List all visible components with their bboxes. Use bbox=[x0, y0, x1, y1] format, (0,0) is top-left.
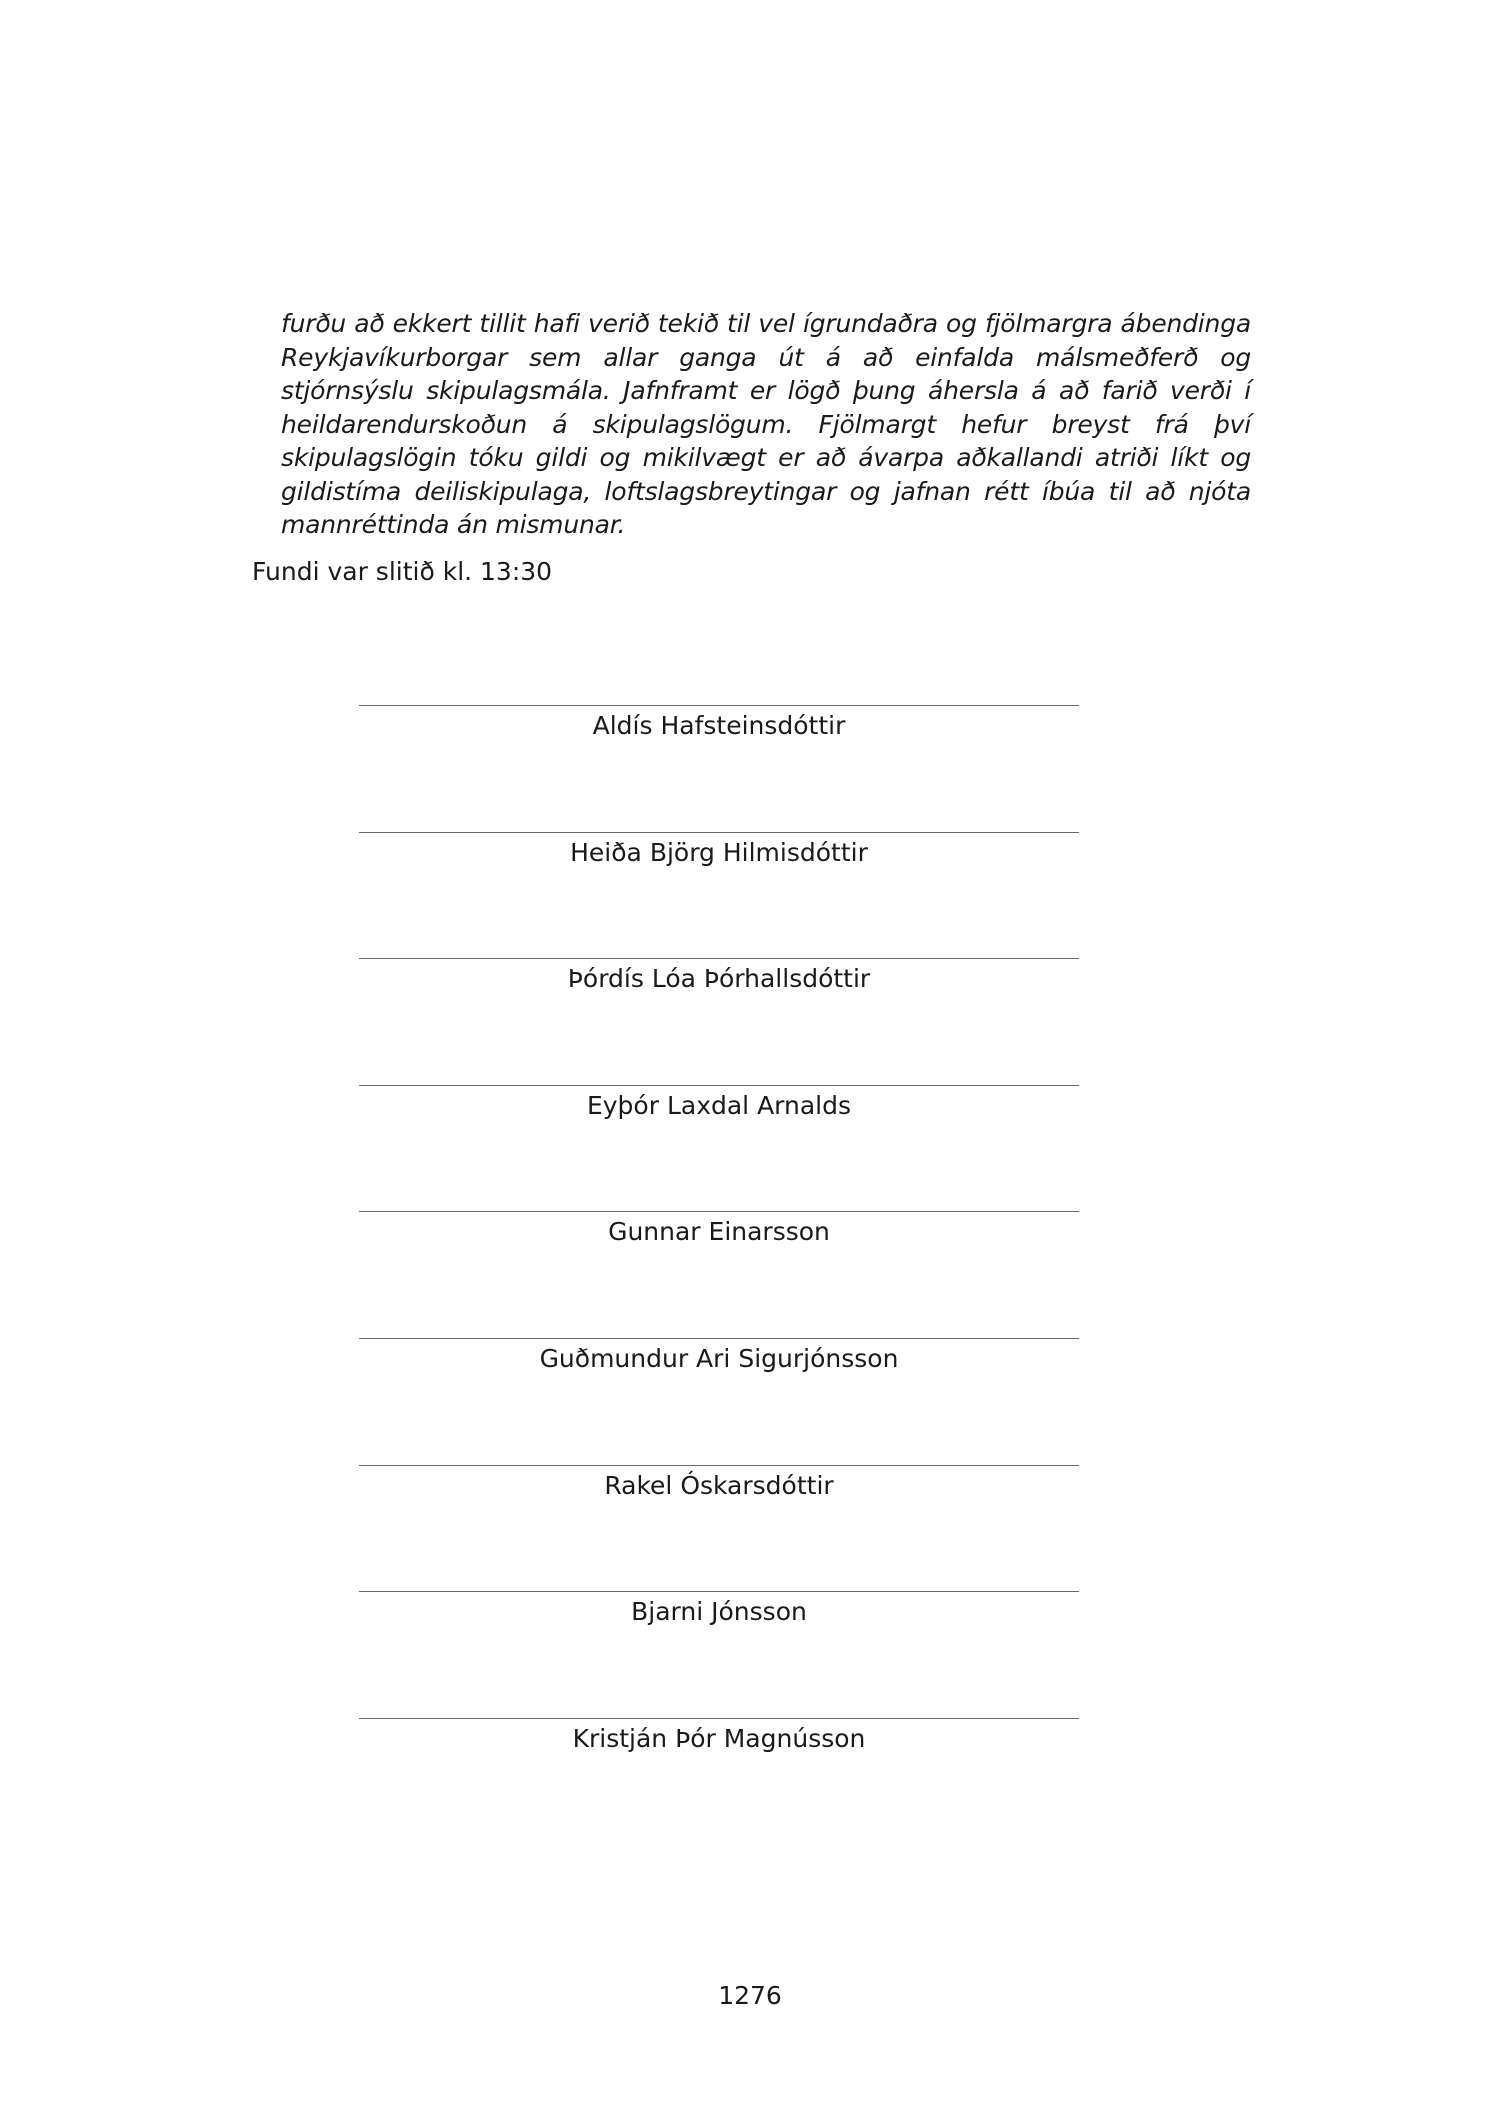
page-number: 1276 bbox=[718, 1981, 782, 2010]
signatory-name: Aldís Hafsteinsdóttir bbox=[592, 711, 846, 740]
signature-line bbox=[359, 1211, 1079, 1212]
signatory-name: Kristján Þór Magnússon bbox=[572, 1723, 866, 1753]
signature-line bbox=[359, 1591, 1079, 1592]
signatory-name: Gunnar Einarsson bbox=[608, 1217, 830, 1247]
signatory-name: Bjarni Jónsson bbox=[631, 1597, 807, 1627]
signature-line bbox=[359, 1465, 1079, 1466]
signature-block bbox=[359, 1338, 1079, 1465]
signature-block bbox=[359, 958, 1079, 1085]
meeting-closed-note: Fundi var slitið kl. 13:30 bbox=[252, 557, 553, 586]
signature-list bbox=[359, 705, 1079, 1844]
signature-block bbox=[359, 1718, 1079, 1845]
signature-block bbox=[359, 832, 1079, 959]
signature-line bbox=[359, 1338, 1079, 1339]
signatory-name: Eyþór Laxdal Arnalds bbox=[586, 1090, 852, 1120]
signatory-name: Rakel Óskarsdóttir bbox=[604, 1470, 834, 1500]
signature-line bbox=[359, 1718, 1079, 1719]
signatory-name: Guðmundur Ari Sigurjónsson bbox=[539, 1343, 899, 1373]
signature-line bbox=[359, 958, 1079, 959]
signature-block bbox=[359, 705, 1079, 832]
signatory-name: Heiða Björg Hilmisdóttir bbox=[570, 837, 868, 867]
signature-line bbox=[359, 1085, 1079, 1086]
signature-block bbox=[359, 1591, 1079, 1718]
signatory-name: Þórdís Lóa Þórhallsdóttir bbox=[567, 964, 871, 994]
quoted-statement: furðu að ekkert tillit hafi verið tekið til vel ígrundaðra og fjölmargra ábendinga Reykjavíkurborgar sem allar ganga út á að einfalda málsmeðferð og stjórnsýslu skipulagsmála. Jafnframt er lögð þung áhersla á að farið verði í heildarendurskoðun á skipulagslögum. Fjölmargt hefur breyst frá því skipulagslögin tóku gildi og mikilvægt er að ávarpa aðkallandi atriði líkt og gildistíma deiliskipulaga, loftslagsbreytingar og jafnan rétt íbúa til að njóta mannréttinda án mismunar. bbox=[281, 309, 1251, 539]
signature-block bbox=[359, 1085, 1079, 1212]
signature-block bbox=[359, 1211, 1079, 1338]
signature-line bbox=[359, 705, 1079, 706]
signature-line bbox=[359, 832, 1079, 833]
signature-block bbox=[359, 1465, 1079, 1592]
